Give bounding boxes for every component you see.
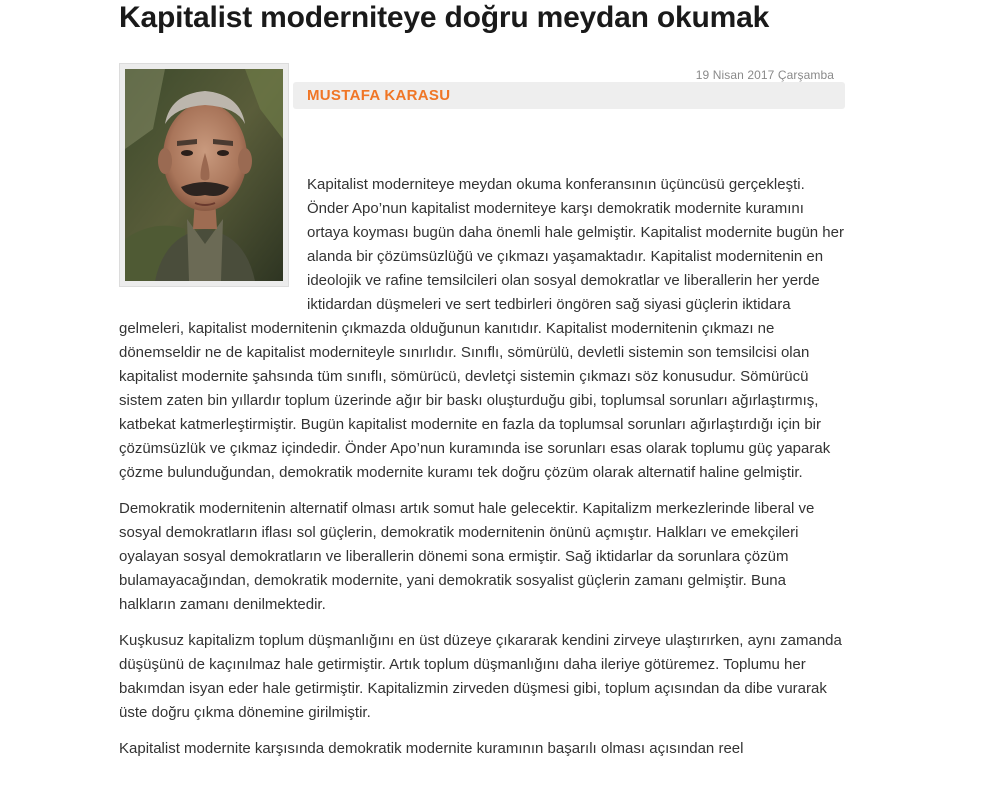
paragraph: Kapitalist moderniteye meydan okuma konferansının üçüncüsü gerçekleşti. Önder Apo’nun kapitalist moderniteye karşı demokratik modernite kuramını ortaya koyması bugün daha önemli hale gelmiştir. Kapitalist modernite bugün her alanda bir çözümsüzlüğü ve çıkmazı yaşamaktadır. Kapitalist modernitenin en ideolojik ve rafine temsilcileri olan sosyal demokratlar ve liberallerin her yerde iktidardan düşmeleri ve sert tedbirleri öngören sağ siyasi güçlerin iktidara gelmeleri, kapitalist modernitenin çıkmazda olduğunun kanıtıdır. Kapitalist modernitenin çıkmazı ne dönemseldir ne de kapitalist moderniteyle sınırlıdır. Sınıflı, sömürülü, devletli sistemin son temsilcisi olan kapitalist modernite şahsında tüm sınıflı, sömürücü, devletçi sistemin çıkmazı söz konusudur. Sömürücü sistem zaten bin yıllardır toplum üzerinde ağır bir baskı oluşturduğu gibi, toplumsal sorunları ağırlaştırmış, katbekat katmerleştirmiştir. Bugün kapitalist modernite en fazla da toplumsal sorunları ağırlaştırdığı için bir çözümsüzlük ve çıkmaz içindedir. Önder Apo’nun kuramında ise sorunları esas olarak toplumu güç yaparak çözme bulunduğundan, demokratik modernite kuramı tek doğru çözüm olarak alternatif haline gelmiştir. — [119, 176, 844, 481]
paragraph: Kapitalist modernite karşısında demokratik modernite kuramının başarılı olması açısından reel — [119, 740, 744, 757]
article-meta — [119, 63, 845, 173]
author-bar — [293, 82, 845, 109]
author-photo — [119, 63, 289, 287]
author-portrait-image — [125, 69, 283, 281]
paragraph: Demokratik modernitenin alternatif olması artık somut hale gelecektir. Kapitalizm merkezlerinde liberal ve sosyal demokratların iflası sol güçlerin, demokratik modernitenin önünü açmıştır. Halkları ve emekçileri oyalayan sosyal demokratların ve liberallerin dönemi sona ermiştir. Sağ iktidarlar da sorunlara çözüm bulamayacağından, demokratik modernite, yani demokratik sosyalist güçlerin zamanı gelmiştir. Buna halkların zamanı denilmektedir. — [119, 500, 815, 613]
article — [119, 0, 845, 773]
article-title: Kapitalist moderniteye doğru meydan okumak — [119, 1, 770, 34]
paragraph: Kuşkusuz kapitalizm toplum düşmanlığını en üst düzeye çıkararak kendini zirveye ulaştırırken, aynı zamanda düşüşünü de kaçınılmaz hale getirmiştir. Artık toplum düşmanlığını daha ileriye götüremez. Toplumu her bakımdan isyan eder hale getirmiştir. Kapitalizmin zirveden düşmesi gibi, toplum açısından da dibe vurarak üste doğru çıkma dönemine girilmiştir. — [119, 632, 842, 721]
author-name[interactable]: MUSTAFA KARASU — [307, 87, 451, 104]
publish-date: 19 Nisan 2017 Çarşamba — [695, 68, 834, 82]
